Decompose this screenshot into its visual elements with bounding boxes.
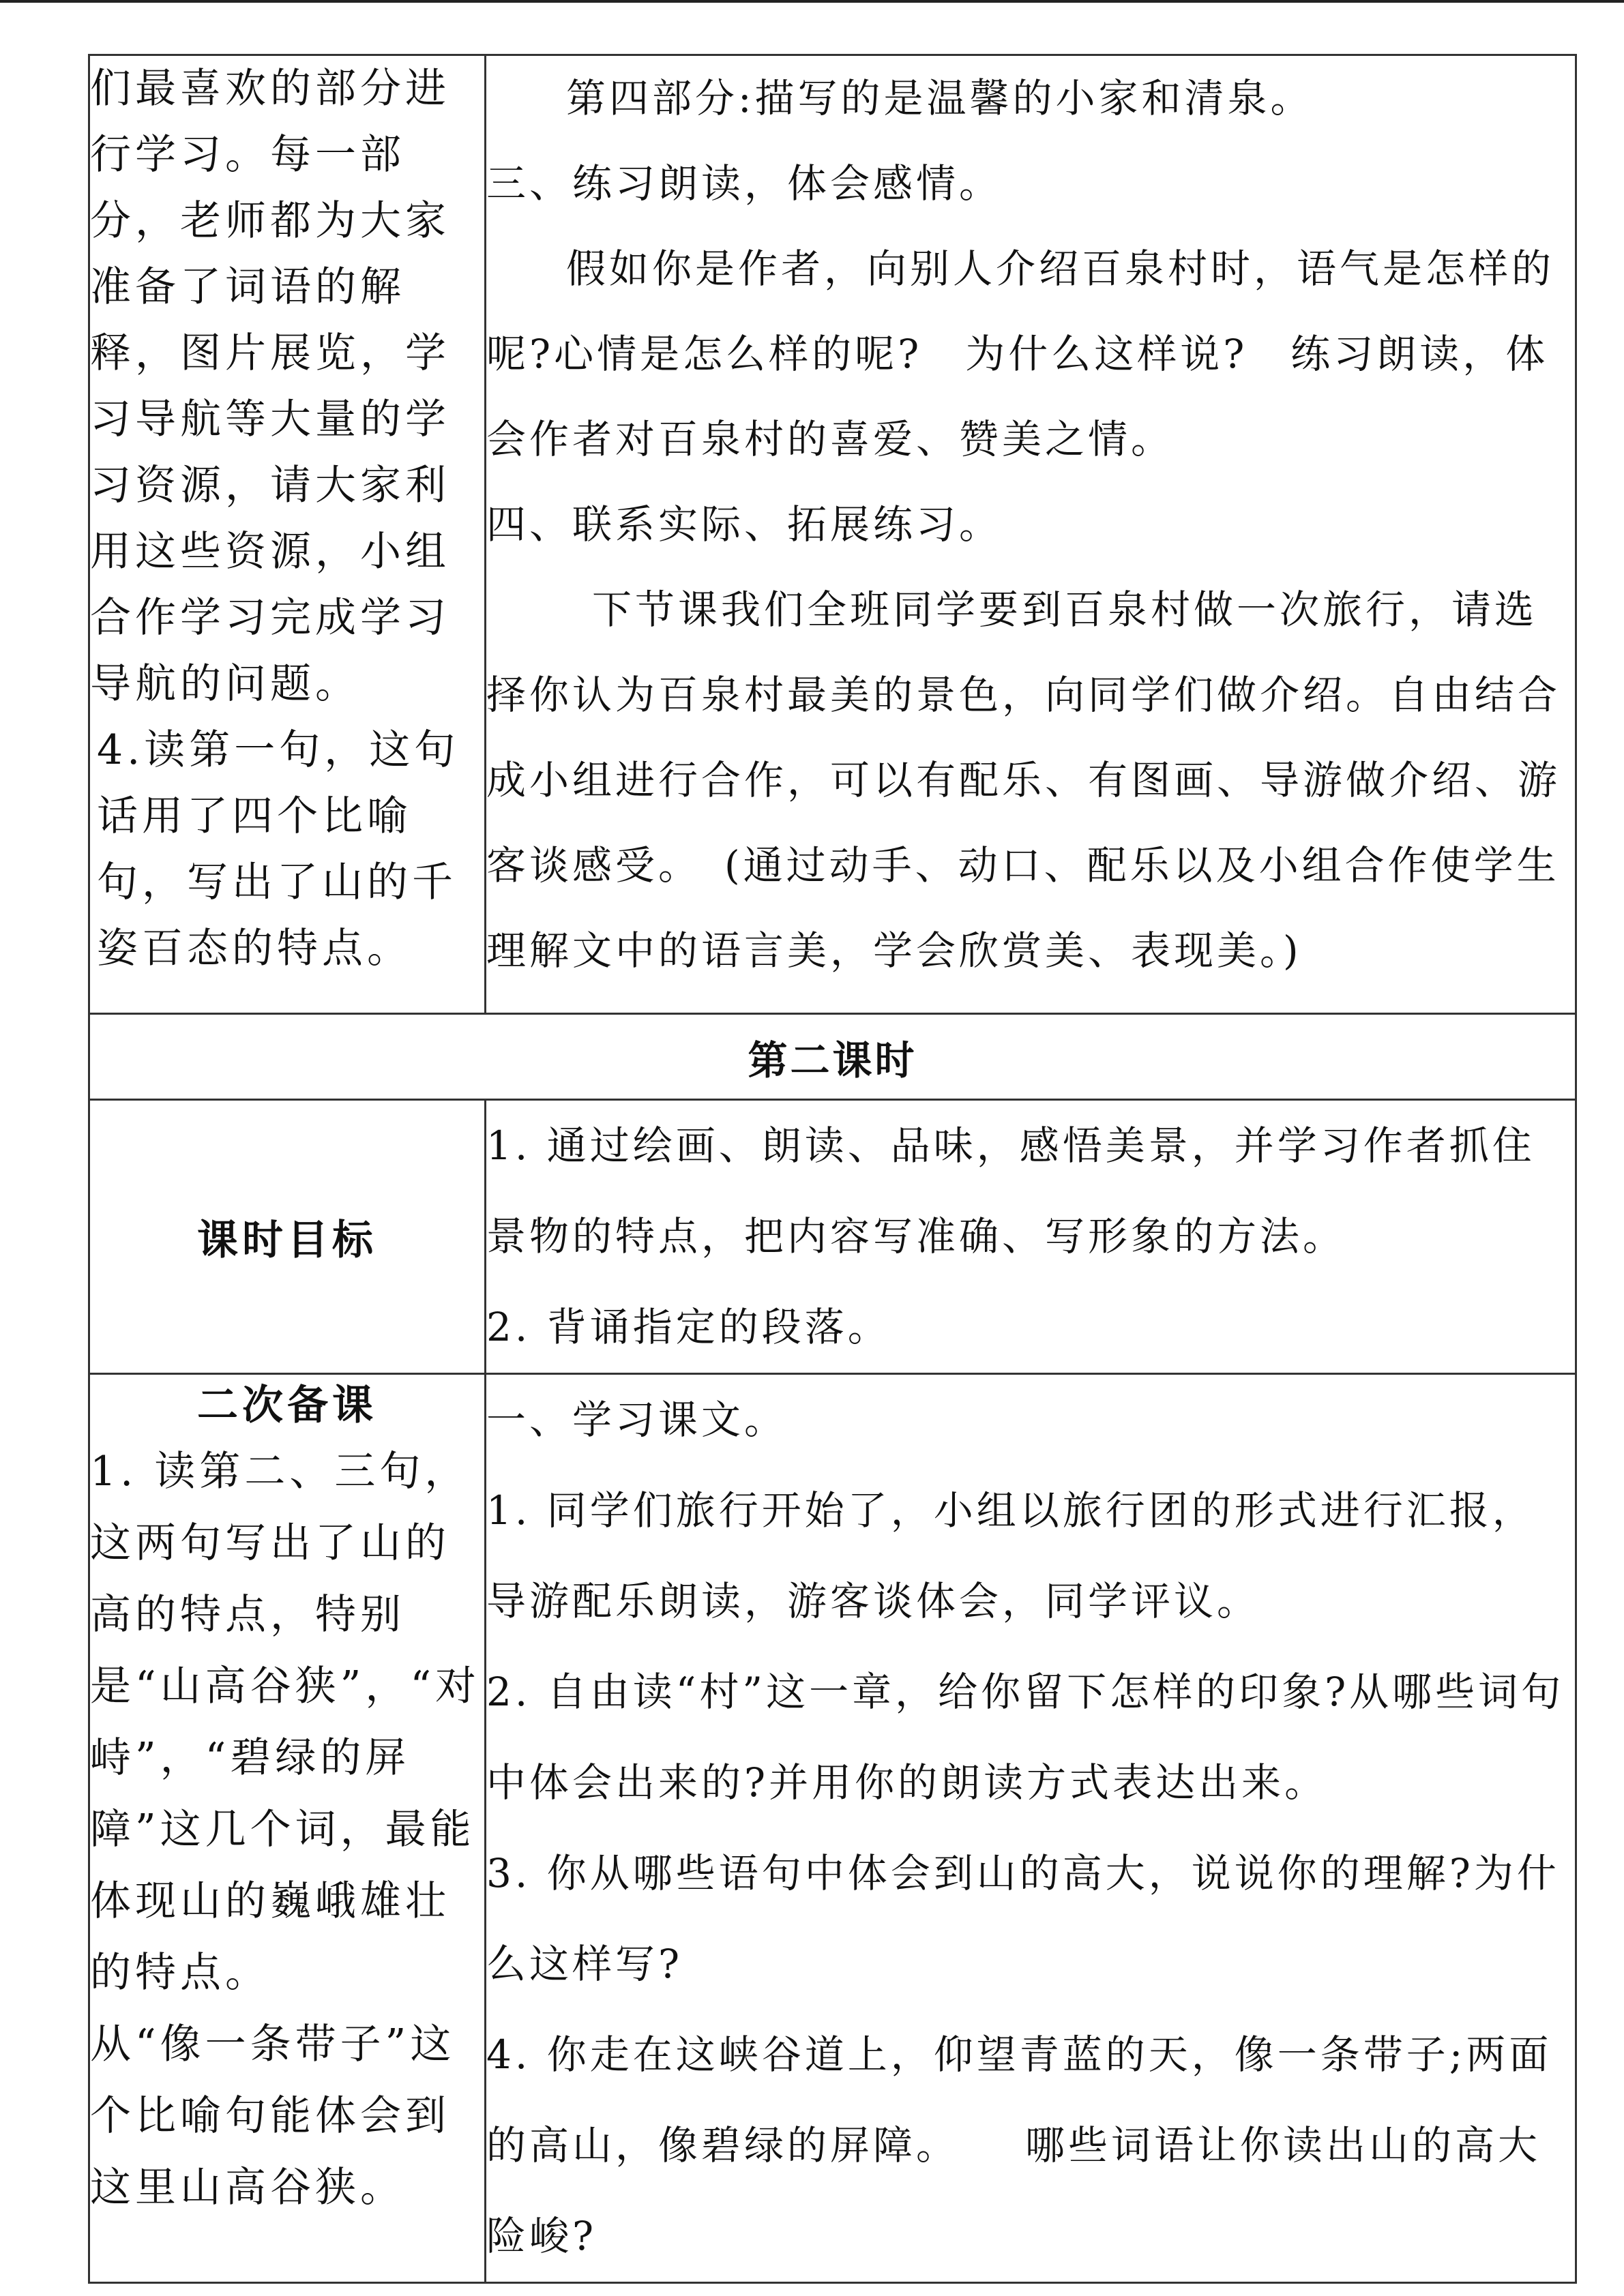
teacher-notes-item-4: 4.读第一句，这句话用了四个比喻句，写出了山的千姿百态的特点。 <box>97 726 460 972</box>
second-prep-item-1: 1. 读第二、三句，这两句写出了山的高的特点，特别是“山高谷狭”，“对峙”，“碧绿的屏障”这几个词，最能体现山的巍峨雄壮的特点。 <box>90 1448 481 1997</box>
section-heading-3: 三、练习朗读，体会感情。 <box>486 160 1003 207</box>
teacher-notes-text: 们最喜欢的部分进行学习。每一部分，老师都为大家准备了词语的解释，图片展览，学习导航等大量的学习资源，请大家利用这些资源，小组合作学习完成学习导航的问题。 <box>90 65 450 708</box>
lesson-goal-item: 1. 通过绘画、朗读、品味，感悟美景，并学习作者抓住景物的特点，把内容写准确、写形象的方法。 <box>486 1122 1535 1259</box>
page-top-rule <box>0 0 1624 3</box>
study-item: 4. 你走在这峡谷道上，仰望青蓝的天，像一条带子;两面的高山，像碧绿的屏障。 哪些词语让你读出山的高大险峻? <box>486 2031 1552 2259</box>
study-item: 3. 你从哪些语句中体会到山的高大，说说你的理解?为什么这样写? <box>486 1850 1560 1987</box>
lesson-goals-row <box>89 1100 1576 1374</box>
study-item: 2. 自由读“村”这一章，给你留下怎样的印象?从哪些词句中体会出来的?并用你的朗读方式表达出来。 <box>486 1669 1565 1806</box>
session-title: 第二课时 <box>89 1014 1576 1100</box>
study-item: 1. 同学们旅行开始了，小组以旅行团的形式进行汇报，导游配乐朗读，游客谈体会，同学评议。 <box>486 1487 1535 1624</box>
second-prep-cell <box>89 1374 486 2283</box>
study-text-cell <box>486 1374 1576 2283</box>
study-heading: 一、学习课文。 <box>486 1397 788 1443</box>
lesson-goals-label: 课时目标 <box>89 1100 486 1374</box>
continuation-row <box>89 55 1576 1014</box>
section-heading-4: 四、联系实际、拓展练习。 <box>486 501 1003 548</box>
reading-practice-paragraph: 假如你是作者，向别人介绍百泉村时，语气是怎样的呢?心情是怎么样的呢? 为什么这样说? 练习朗读，体会作者对百泉村的喜爱、赞美之情。 <box>486 245 1555 462</box>
teacher-notes-cell <box>89 55 486 1014</box>
extension-practice-paragraph: 下节课我们全班同学要到百泉村做一次旅行，请选择你认为百泉村最美的景色，向同学们做介绍。自由结合成小组进行合作，可以有配乐、有图画、导游做介绍、游客谈感受。 (通过动手、动口、配乐以及小组合作使学生理解文中的语言美，学会欣赏美、表现美。) <box>486 586 1561 974</box>
session-title-row <box>89 1014 1576 1100</box>
part-four-description: 第四部分:描写的是温馨的小家和清泉。 <box>566 75 1314 121</box>
teaching-process-cell <box>486 55 1576 1014</box>
lesson-goal-item: 2. 背诵指定的段落。 <box>486 1304 891 1350</box>
second-prep-title: 二次备课 <box>197 1382 377 1429</box>
lesson-plan-table <box>88 54 1577 2284</box>
lesson-goals-cell <box>486 1100 1576 1374</box>
second-prep-item-2: 从“像一条带子”这个比喻句能体会到这里山高谷狭。 <box>90 2021 456 2211</box>
second-prep-row <box>89 1374 1576 2283</box>
